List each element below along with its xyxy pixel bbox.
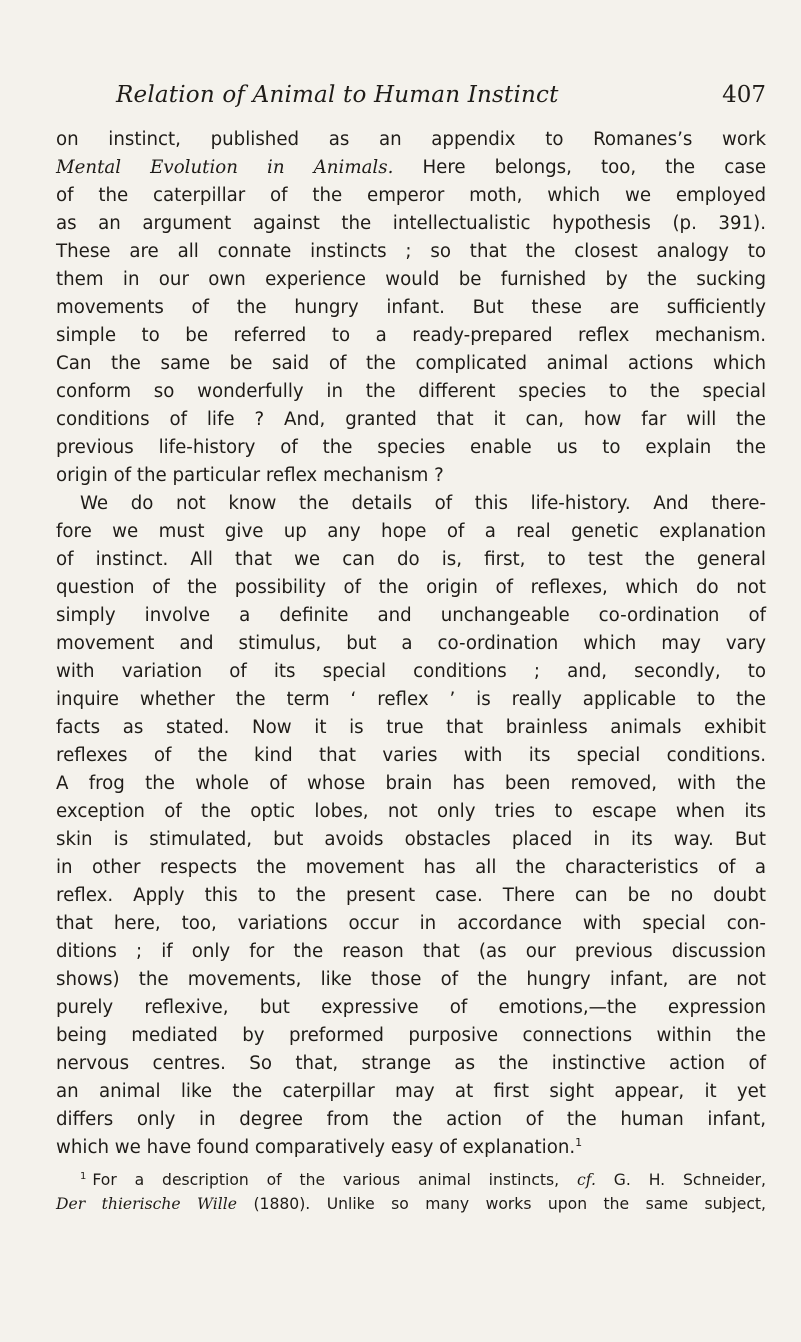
text-line: differs only in degree from the action of the human infant, <box>56 1109 766 1130</box>
body-text <box>56 126 766 1162</box>
text-line: previous life-history of the species enable us to explain the <box>56 437 766 458</box>
text-line: Mental Evolution in Animals. Here belongs, too, the case <box>56 157 767 178</box>
text-line: conditions of life ? And, granted that it can, how far will the <box>56 409 766 430</box>
text-line: question of the possibility of the origin of reflexes, which do not <box>56 577 766 598</box>
text-line: reflexes of the kind that varies with its special conditions. <box>56 745 766 766</box>
text-line: A frog the whole of whose brain has been removed, with the <box>56 773 766 794</box>
footnote-line: Der thierische Wille (1880). Unlike so many works upon the same subject, <box>56 1195 766 1213</box>
text-line: in other respects the movement has all the characteristics of a <box>56 857 766 878</box>
text-line: conform so wonderfully in the different species to the special <box>56 381 766 402</box>
text-line: simple to be referred to a ready-prepared reflex mechanism. <box>56 325 766 346</box>
footnote <box>56 1168 766 1216</box>
page-number: 407 <box>722 82 766 108</box>
text-line: that here, too, variations occur in accordance with special con- <box>56 913 766 934</box>
footnote-number: 1 <box>80 1170 87 1182</box>
text-line: an animal like the caterpillar may at first sight appear, it yet <box>56 1081 766 1102</box>
text-line: reflex. Apply this to the present case. There can be no doubt <box>56 885 766 906</box>
text-line: as an argument against the intellectualistic hypothesis (p. 391). <box>56 213 766 234</box>
text-line: movements of the hungry infant. But these are sufficiently <box>56 297 766 318</box>
text-line: skin is stimulated, but avoids obstacles placed in its way. But <box>56 829 766 850</box>
text-line: We do not know the details of this life-history. And there- <box>80 493 766 514</box>
running-header <box>56 82 766 126</box>
text-line: with variation of its special conditions ; and, secondly, to <box>56 661 766 682</box>
text-line: fore we must give up any hope of a real genetic explanation <box>56 521 766 542</box>
text-line: exception of the optic lobes, not only tries to escape when its <box>56 801 766 822</box>
text-line: These are all connate instincts ; so that the closest analogy to <box>56 241 766 262</box>
text-line: of instinct. All that we can do is, first, to test the general <box>56 549 766 570</box>
text-line: simply involve a definite and unchangeable co-ordination of <box>56 605 766 626</box>
text-line: nervous centres. So that, strange as the instinctive action of <box>56 1053 766 1074</box>
footnote-line: $^1$ For a description of the various animal instincts, cf. G. H. Schneider, <box>80 1170 767 1189</box>
text-line: facts as stated. Now it is true that brainless animals exhibit <box>56 717 766 738</box>
book-title: Mental Evolution in Animals. <box>56 157 394 178</box>
running-title: Relation of Animal to Human Instinct <box>116 82 559 108</box>
text-line: inquire whether the term ‘ reflex ’ is really applicable to the <box>56 689 766 710</box>
text-line: origin of the particular reflex mechanism ? <box>56 465 444 486</box>
text-line: shows) the movements, like those of the hungry infant, are not <box>56 969 766 990</box>
text-line: of the caterpillar of the emperor moth, which we employed <box>56 185 766 206</box>
footnote-reference: 1 <box>575 1135 583 1149</box>
cited-work-title: Der thierische Wille <box>56 1195 237 1213</box>
text-line: movement and stimulus, but a co-ordination which may vary <box>56 633 766 654</box>
text-line: purely reflexive, but expressive of emotions,—the expression <box>56 997 766 1018</box>
book-page <box>56 82 766 1216</box>
text-line: on instinct, published as an appendix to Romanes’s work <box>56 129 766 150</box>
text-line: ditions ; if only for the reason that (as our previous discussion <box>56 941 766 962</box>
text-line: Can the same be said of the complicated animal actions which <box>56 353 766 374</box>
text-line: which we have found comparatively easy of explanation.$^1$ <box>56 1135 583 1158</box>
text-line: being mediated by preformed purposive connections within the <box>56 1025 766 1046</box>
text-line: them in our own experience would be furnished by the sucking <box>56 269 766 290</box>
